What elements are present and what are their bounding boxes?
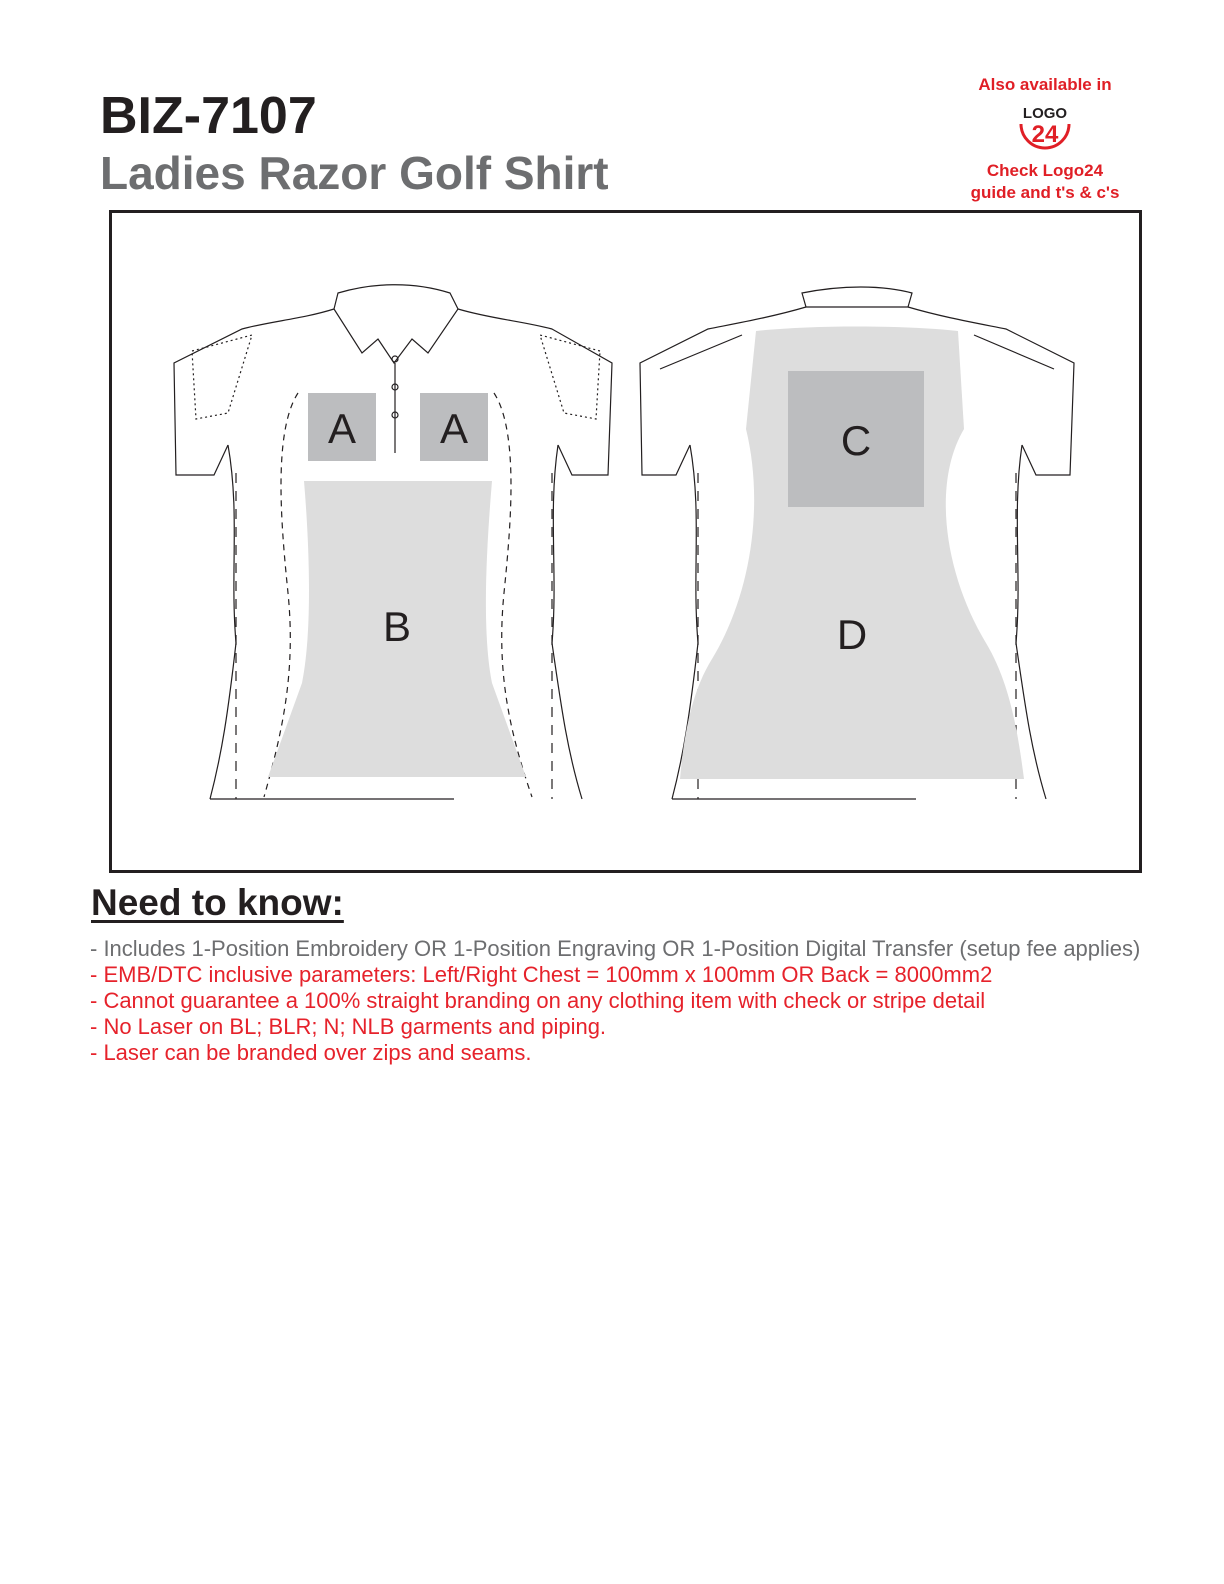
logo24-available-text: Also available in	[978, 75, 1112, 94]
product-code: BIZ-7107	[100, 87, 317, 145]
logo24-number: 24	[1031, 121, 1059, 148]
logo24-badge	[950, 74, 1140, 204]
need-to-know-item: - Cannot guarantee a 100% straight branding on any clothing item with check or stripe detail	[90, 988, 986, 1013]
product-name: Ladies Razor Golf Shirt	[100, 147, 609, 199]
zone-c-label: C	[840, 417, 872, 464]
need-to-know-list	[90, 936, 1150, 1066]
logo24-check-text: Check Logo24	[986, 161, 1104, 180]
need-to-know-item: - Laser can be branded over zips and seams.	[90, 1040, 532, 1065]
zone-b-label: B	[382, 603, 412, 650]
zone-d-label: D	[836, 611, 868, 658]
need-to-know-item: - EMB/DTC inclusive parameters: Left/Right Chest = 100mm x 100mm OR Back = 8000mm2	[90, 962, 993, 987]
back-print-areas	[680, 327, 1024, 780]
zone-a-left-label: A	[327, 405, 357, 452]
shirt-diagram-svg	[112, 213, 1139, 870]
need-to-know-item: - No Laser on BL; BLR; N; NLB garments and piping.	[90, 1014, 607, 1039]
need-to-know-item: - Includes 1-Position Embroidery OR 1-Position Engraving OR 1-Position Digital Transfer (setup fee applies)	[90, 936, 1141, 961]
front-print-areas	[268, 393, 526, 777]
logo24-word: LOGO	[1022, 105, 1068, 122]
branding-diagram	[109, 210, 1142, 873]
logo24-icon	[1013, 98, 1077, 156]
zone-a-right-label: A	[439, 405, 469, 452]
need-to-know-heading: Need to know:	[91, 882, 344, 923]
logo24-terms-text: guide and t's & c's	[970, 183, 1120, 202]
